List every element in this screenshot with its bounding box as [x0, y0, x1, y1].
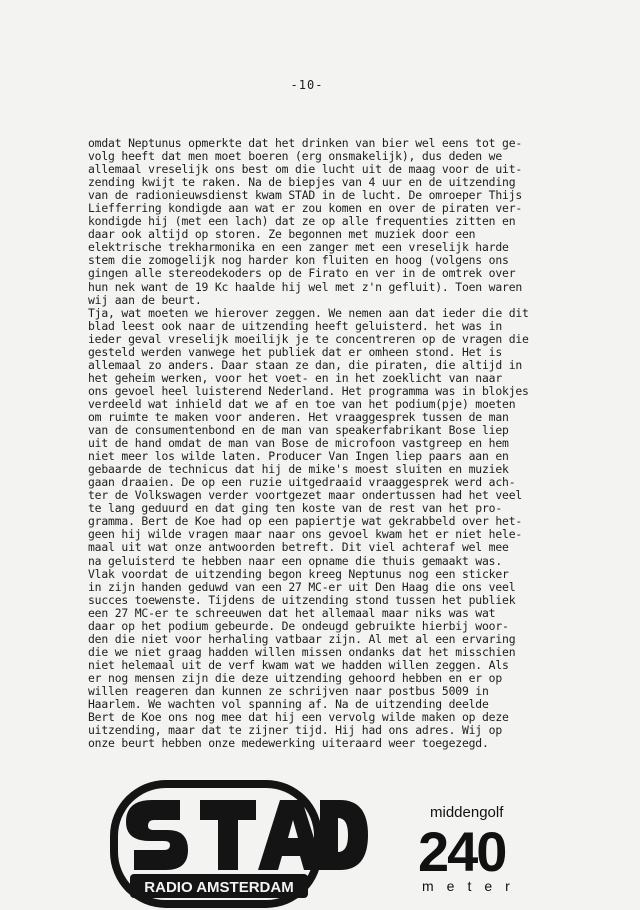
text-line: in zijn handen geduwd van een 27 MC-er uit Den Haag die ons veel [88, 579, 516, 594]
text-line: niet meer los wilde laten. Producer Van Ingen liep paars aan en [88, 449, 509, 464]
text-line: ieder geval vreselijk moeilijk je te concentreren op de vragen die [88, 331, 529, 346]
text-line: allemaal zo anders. Daar staan ze dan, die piraten, die altijd in [88, 357, 523, 372]
text-line: uitzending, maar dat te zijner tijd. Hij had ons adres. Wij op [88, 723, 503, 738]
text-line: die we niet graag hadden willen missen ondanks dat het misschien [88, 644, 516, 659]
text-line: Tja, wat moeten we hierover zeggen. We nemen aan dat ieder die dit [88, 305, 529, 320]
text-line: een 27 MC-er te schreeuwen dat het allemaal maar niks was wat [88, 605, 496, 620]
text-line: na geluisterd te hebben naar een opname die thuis gemaakt was. [88, 553, 503, 568]
text-line: gaan draaien. De op een ruzie uitgedraaid vraaggesprek werd ach- [88, 475, 516, 490]
logo-subtitle: RADIO AMSTERDAM [144, 879, 294, 896]
frequency-value: 240 [418, 820, 506, 883]
article-body [88, 137, 608, 750]
text-line: den die niet voor herhaling vatbaar zijn. Al met al een ervaring [88, 631, 516, 646]
text-line: omdat Neptunus opmerkte dat het drinken van bier wel eens tot ge- [88, 136, 523, 150]
text-line: Haarlem. We wachten vol spanning af. Na de uitzending deelde [88, 697, 489, 712]
text-line: volg heeft dat men moet boeren (erg onsmakelijk), dus deden we [88, 149, 503, 164]
text-line: succes toewenste. Tijdens de uitzending stond tussen het publiek [88, 592, 516, 607]
text-line: er nog mensen zijn die deze uitzending gehoord hebben en er op [88, 670, 503, 685]
text-line: allemaal vreselijk ons best om die lucht uit de maag voor de uit- [88, 162, 523, 177]
text-line: gramma. Bert de Koe had op een papiertje wat gekrabbeld over het- [88, 514, 523, 529]
text-line: Bert de Koe ons nog mee dat hij een vervolg wilde maken op deze [88, 710, 509, 725]
text-line: daar ook altijd op storen. Ze begonnen met muziek door een [88, 227, 476, 242]
stad-radio-amsterdam-logo [108, 778, 370, 910]
text-line: kondigde hij (met een lach) dat ze op alle frequenties zitten en [88, 214, 516, 229]
text-line: blad leest ook naar de uitzending heeft geluisterd. het was in [88, 318, 503, 333]
frequency-unit: meter [422, 878, 523, 894]
text-line: ter de Volkswagen verder voortgezet maar ondertussen had het veel [88, 488, 523, 503]
text-line: ons gevoel heel luisterend Nederland. Het programma was in blokjes [88, 383, 529, 398]
text-line: willen reageren dan kunnen ze schrijven naar postbus 5009 in [88, 683, 489, 698]
text-line: Liefferring kondigde aan wat er zou komen en over de piraten ver- [88, 201, 523, 216]
text-line: uit de hand omdat de man van Bose de microfoon vastgreep en hem [88, 436, 509, 451]
text-line: om ruimte te maken voor anderen. Het vraaggesprek tussen de man [88, 409, 509, 424]
text-line: van de radionieuwsdienst kwam STAD in de lucht. De omroeper Thijs [88, 188, 523, 203]
text-line: geen hij wilde vragen maar naar ons gevoel kwam het er niet hele- [88, 527, 523, 542]
text-line: stem die zomogelijk nog harder kon fluiten en hoog (volgens ons [88, 253, 509, 268]
text-line: maal uit wat onze antwoorden betreft. Dit viel achteraf wel mee [88, 540, 509, 555]
text-line: van de consumentenbond en de man van speakerfabrikant Bose liep [88, 423, 509, 438]
text-line: daar op het podium gebeurde. De ondeugd gebruikte hierbij woor- [88, 618, 509, 633]
page-number: -10- [290, 78, 324, 92]
frequency-block [418, 800, 548, 900]
text-line: het geheim werken, voor het voet- en in het zoeklicht van naar [88, 370, 503, 385]
text-line: onze beurt hebben onze medewerking uiteraard weer toegezegd. [88, 736, 489, 751]
band-name: middengolf [430, 804, 504, 821]
text-line: Vlak voordat de uitzending begon kreeg Neptunus nog een sticker [88, 566, 509, 581]
text-line: gingen alle stereodekoders op de Firato en ver in de omtrek over [88, 266, 516, 281]
text-line: hun nek want de 19 Kc haalde hij wel met z'n gefluit). Toen waren [88, 279, 523, 294]
text-line: gesteld werden vanwege het publiek dat er omheen stond. Het is [88, 344, 503, 359]
text-line: zending kwijt te raken. Na de biepjes van 4 uur en de uitzending [88, 175, 516, 190]
text-line: niet helemaal uit de verf kwam wat we hadden willen zeggen. Als [88, 657, 509, 672]
text-line: verdeeld wat inhield dat we af en toe van het podium(pje) moeten [88, 396, 516, 411]
text-line: wij aan de beurt. [88, 292, 202, 307]
text-line: te lang geduurd en dat ging ten koste van de rest van het pro- [88, 501, 503, 516]
text-line: gebaarde de technicus dat hij de mike's moest sluiten en muziek [88, 462, 509, 477]
text-line: elektrische trekharmonika en een zanger met een vreselijk harde [88, 240, 509, 255]
